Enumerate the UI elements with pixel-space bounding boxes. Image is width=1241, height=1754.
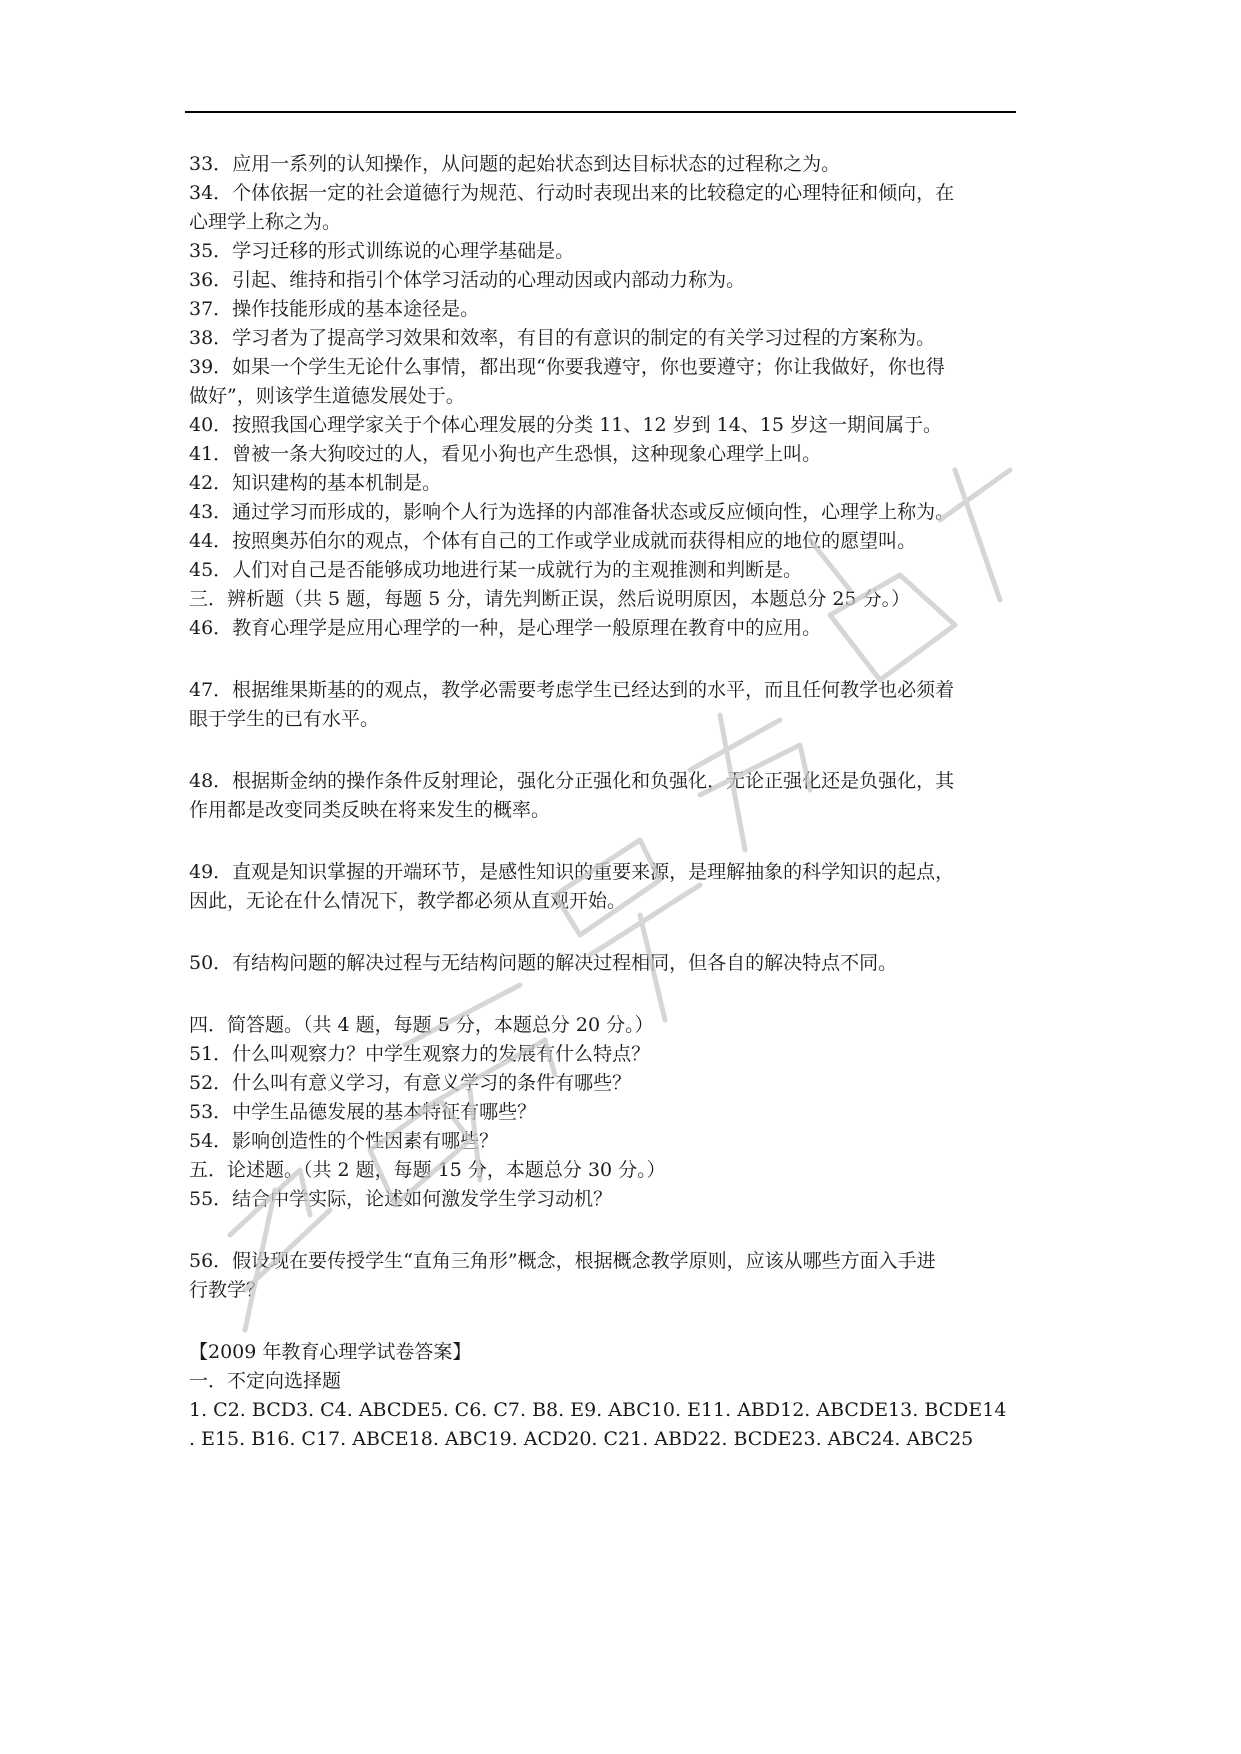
text-line: 53．中学生品德发展的基本特征有哪些？ xyxy=(189,1101,537,1123)
text-line: 34．个体依据一定的社会道德行为规范、行动时表现出来的比较稳定的心理特征和倾向，在 xyxy=(189,182,955,204)
document-body xyxy=(189,150,1059,1454)
blank-line xyxy=(189,916,1059,949)
text-line: 【2009 年教育心理学试卷答案】 xyxy=(189,1341,472,1363)
text-line: 45．人们对自己是否能够成功地进行某一成就行为的主观推测和判断是。 xyxy=(189,559,803,581)
text-line: 眼于学生的已有水平。 xyxy=(189,708,380,730)
text-line: 42．知识建构的基本机制是。 xyxy=(189,472,442,494)
text-line: 43．通过学习而形成的，影响个人行为选择的内部准备状态或反应倾向性，心理学上称为。 xyxy=(189,501,955,523)
text-line: 35．学习迁移的形式训练说的心理学基础是。 xyxy=(189,240,575,262)
blank-line xyxy=(189,978,1059,1011)
text-line: 三．辨析题（共 5 题，每题 5 分，请先判断正误，然后说明原因，本题总分 25 分。） xyxy=(189,588,911,610)
header-rule xyxy=(185,111,1016,113)
text-line: 50．有结构问题的解决过程与无结构问题的解决过程相同，但各自的解决特点不同。 xyxy=(189,952,898,974)
text-line: 作用都是改变同类反映在将来发生的概率。 xyxy=(189,799,551,821)
text-line: 40．按照我国心理学家关于个体心理发展的分类 11、12 岁到 14、15 岁这一期间属于。 xyxy=(189,414,943,436)
blank-line xyxy=(189,1214,1059,1247)
text-line: 37．操作技能形成的基本途径是。 xyxy=(189,298,480,320)
text-line: 47．根据维果斯基的的观点，教学必需要考虑学生已经达到的水平，而且任何教学也必须着 xyxy=(189,679,955,701)
text-line: 48．根据斯金纳的操作条件反射理论，强化分正强化和负强化，无论正强化还是负强化，其 xyxy=(189,770,955,792)
text-line: 46．教育心理学是应用心理学的一种，是心理学一般原理在教育中的应用。 xyxy=(189,617,822,639)
text-line: 心理学上称之为。 xyxy=(189,211,342,233)
text-line: 55．结合中学实际，论述如何激发学生学习动机？ xyxy=(189,1188,613,1210)
text-line: 36．引起、维持和指引个体学习活动的心理动因或内部动力称为。 xyxy=(189,269,746,291)
text-line: 38．学习者为了提高学习效果和效率，有目的有意识的制定的有关学习过程的方案称为。 xyxy=(189,327,936,349)
text-line: 51．什么叫观察力？中学生观察力的发展有什么特点？ xyxy=(189,1043,651,1065)
text-line: 52．什么叫有意义学习，有意义学习的条件有哪些？ xyxy=(189,1072,632,1094)
text-line: 一．不定向选择题 xyxy=(189,1370,342,1392)
text-line: 四．简答题。（共 4 题，每题 5 分，本题总分 20 分。） xyxy=(189,1014,654,1036)
text-line: 56．假设现在要传授学生“直角三角形”概念，根据概念教学原则，应该从哪些方面入手进 xyxy=(189,1250,936,1272)
text-line: 五．论述题。（共 2 题，每题 15 分，本题总分 30 分。） xyxy=(189,1159,666,1181)
text-line: 行教学？ xyxy=(189,1279,266,1301)
text-line: 做好”，则该学生道德发展处于。 xyxy=(189,385,465,407)
text-line: 54．影响创造性的个性因素有哪些？ xyxy=(189,1130,499,1152)
text-line: 44．按照奥苏伯尔的观点，个体有自己的工作或学业成就而获得相应的地位的愿望叫。 xyxy=(189,530,917,552)
blank-line xyxy=(189,734,1059,767)
text-line: 41．曾被一条大狗咬过的人，看见小狗也产生恐惧，这种现象心理学上叫。 xyxy=(189,443,822,465)
text-line: 1. C2. BCD3. C4. ABCDE5. C6. C7. B8. E9. ABC10. E11. ABD12. ABCDE13. BCDE14 xyxy=(189,1399,1007,1421)
text-line: . E15. B16. C17. ABCE18. ABC19. ACD20. C21. ABD22. BCDE23. ABC24. ABC25 xyxy=(189,1428,974,1450)
text-line: 33．应用一系列的认知操作，从问题的起始状态到达目标状态的过程称之为。 xyxy=(189,153,841,175)
text-line: 因此，无论在什么情况下，教学都必须从直观开始。 xyxy=(189,890,627,912)
blank-line xyxy=(189,643,1059,676)
text-line: 49．直观是知识掌握的开端环节，是感性知识的重要来源，是理解抽象的科学知识的起点， xyxy=(189,861,955,883)
text-line: 39．如果一个学生无论什么事情，都出现“你要我遵守，你也要遵守；你让我做好，你也得 xyxy=(189,356,945,378)
blank-line xyxy=(189,825,1059,858)
blank-line xyxy=(189,1305,1059,1338)
